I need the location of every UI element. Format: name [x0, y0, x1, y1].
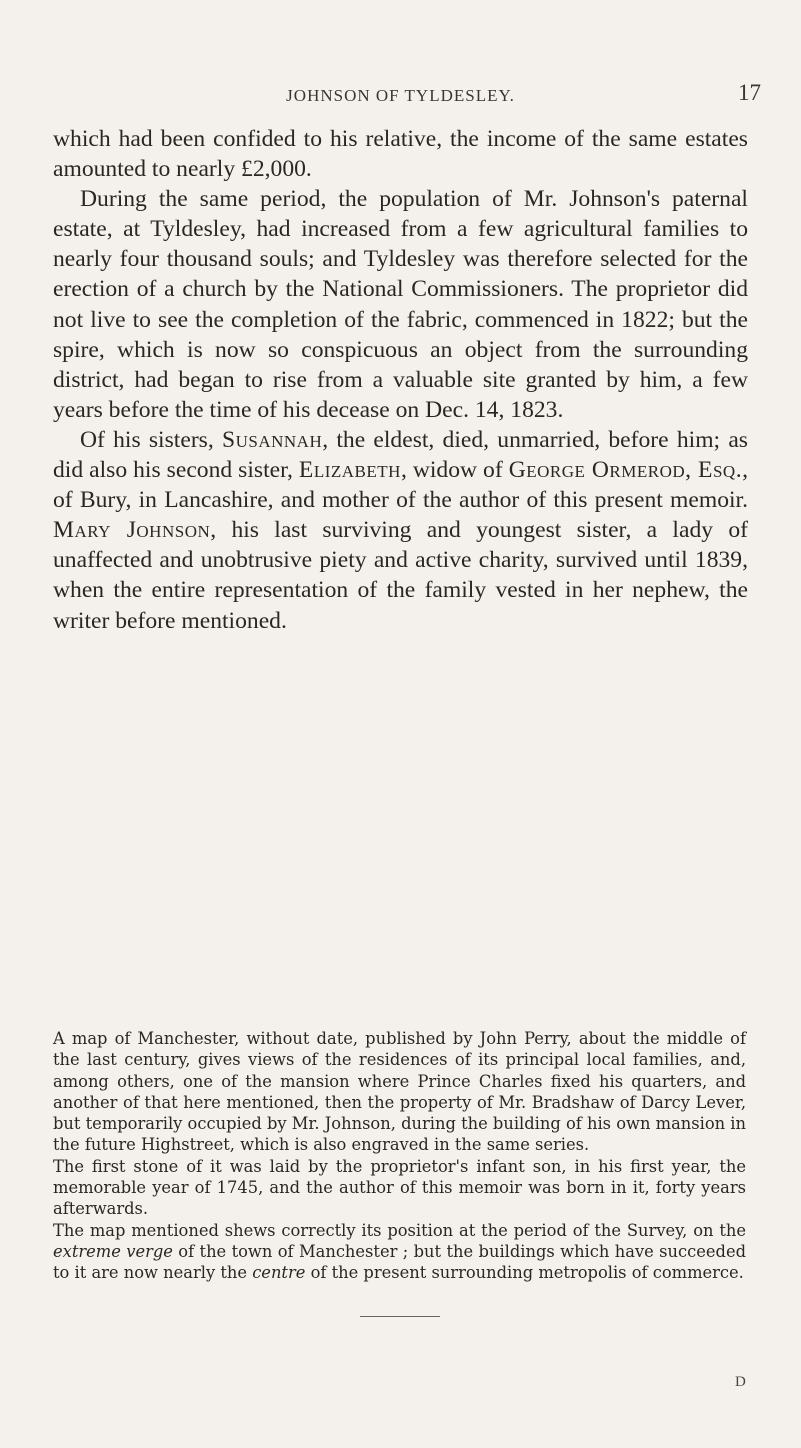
paragraph-3-text-a: Of his sisters,: [80, 426, 222, 453]
footer-rule: [360, 1316, 440, 1317]
paragraph-3-text-c: , widow of: [400, 457, 509, 484]
paragraph-2: During the same period, the population of Mr. Johnson's paternal estate, at Tyldesley, had increased from a few agricultural families to nearly four thousand souls; and Tyldesley was therefore selected for the erection of a church by the National Commissioners. The proprietor did not live to see the completion of the fabric, commenced in 1822; but the spire, which is now so conspicuous an object from the surrounding district, had began to rise from a valuable site granted by him, a few years before the time of his decease on Dec. 14, 1823.: [53, 186, 748, 423]
paragraph-1: which had been confided to his relative, the income of the same estates amounted to nearly £2,000.: [53, 126, 748, 183]
footnote-1: A map of Manchester, without date, published by John Perry, about the middle of the last century, gives views of the residences of its principal local families, and, among others, one of the mansion where Prince Charles fixed his quarters, and another of that here mentioned, then the property of Mr. Bradshaw of Darcy Lever, but temporarily occupied by Mr. Johnson, during the building of his own mansion in the future Highstreet, which is also engraved in the same series.: [53, 1029, 746, 1155]
footnote-2: The first stone of it was laid by the proprietor's infant son, in his first year, the memorable year of 1745, and the author of this memoir was born in it, forty years afterwards.: [53, 1156, 746, 1219]
name-george-ormerod: George Ormerod, Esq.: [508, 457, 743, 484]
main-text: [53, 124, 748, 636]
footnotes: [53, 1028, 746, 1284]
paragraph-3-text-d: , of Bury, in Lancashire, and mother of the author of this present memoir.: [53, 457, 749, 514]
name-elizabeth: Elizabeth: [298, 457, 401, 484]
signature-mark: D: [735, 1374, 746, 1390]
footnote-3-emphasis-1: extreme verge: [53, 1241, 173, 1261]
footnote-3: [53, 1220, 746, 1284]
name-susannah: Susannah: [221, 426, 323, 453]
paragraph-3-text-e: , his last surviving and youngest sister, a lady of unaffected and unobtrusive piety and active charity, survived until 1839, when the entire representation of the family vested in her nephew, the writer before mentioned.: [53, 517, 748, 634]
page-number: 17: [738, 80, 761, 105]
footnote-3-text-b: of the town of Manchester ; but the buildings which have succeeded to it are now nearly the: [53, 1241, 747, 1283]
paragraph-3: [53, 425, 748, 636]
footnote-3-emphasis-2: centre: [252, 1263, 306, 1283]
footnote-3-text-a: The map mentioned shews correctly its position at the period of the Survey, on the: [53, 1220, 746, 1240]
footnote-3-text-c: of the present surrounding metropolis of commerce.: [305, 1263, 744, 1283]
name-mary-johnson: Mary Johnson: [53, 517, 211, 544]
paragraph-3-text-b: , the eldest, died, unmarried, before him; as did also his second sister,: [53, 426, 748, 484]
running-title: JOHNSON OF TYLDESLEY.: [286, 86, 515, 105]
